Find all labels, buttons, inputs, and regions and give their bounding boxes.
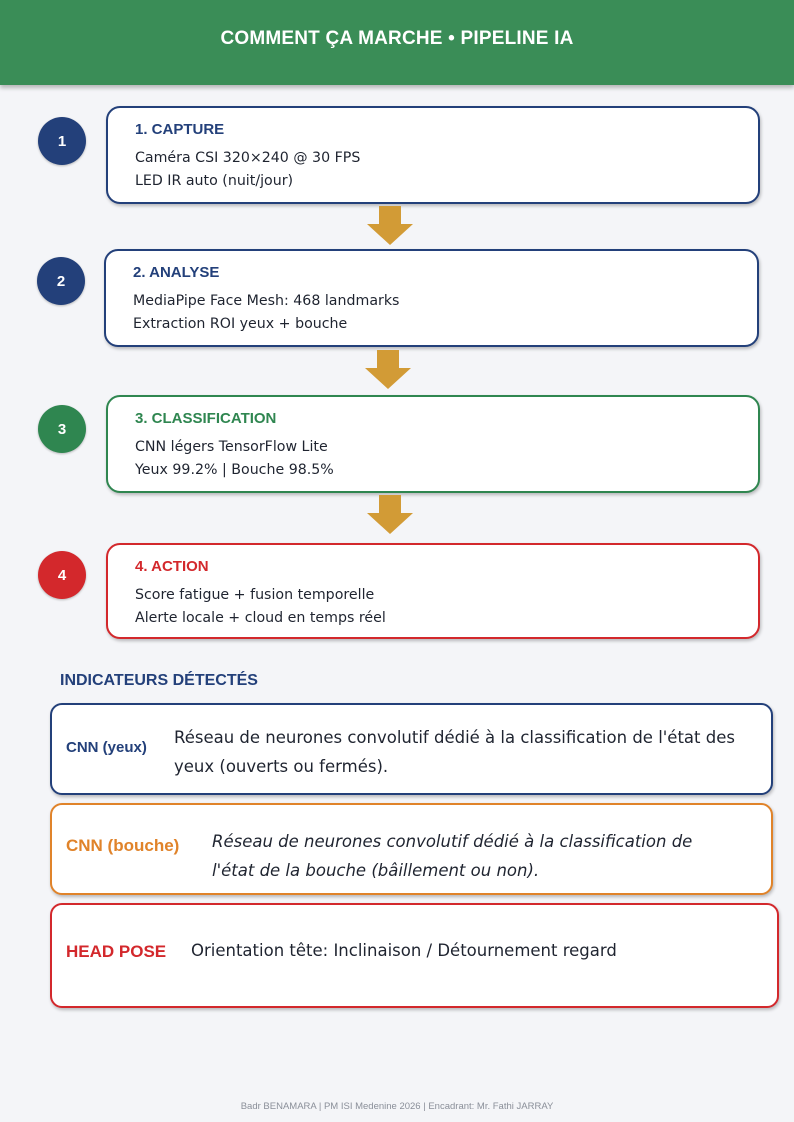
step-4-number-badge: 4: [38, 551, 86, 599]
page-title: COMMENT ÇA MARCHE • PIPELINE IA: [220, 27, 574, 49]
step-2-card: [104, 249, 759, 347]
step-1-card: [106, 106, 760, 204]
indicator-cnn-mouth-description: Réseau de neurones convolutif dédié à la classification de l'état de la bouche (bâillement ou non).: [212, 832, 693, 880]
indicator-cnn-eyes-card: [50, 703, 773, 795]
step-2-title: 2. ANALYSE: [133, 264, 220, 281]
footer-credits: Badr BENAMARA | PM ISI Medenine 2026 | Encadrant: Mr. Fathi JARRAY: [240, 1101, 554, 1112]
step-2-line-1: MediaPipe Face Mesh: 468 landmarks: [133, 293, 400, 309]
step-3-line-2: Yeux 99.2% | Bouche 98.5%: [135, 462, 334, 478]
indicators-section-title: INDICATEURS DÉTECTÉS: [60, 672, 258, 689]
step-3-title: 3. CLASSIFICATION: [135, 410, 277, 427]
down-arrow-icon: [366, 495, 414, 535]
down-arrow-icon: [364, 350, 412, 390]
indicator-head-pose-description: Orientation tête: Inclinaison / Détournement regard: [191, 941, 617, 960]
step-4-title: 4. ACTION: [135, 558, 209, 575]
step-3-line-1: CNN légers TensorFlow Lite: [135, 439, 328, 455]
step-4-card: [106, 543, 760, 639]
step-3-card: [106, 395, 760, 493]
indicator-head-pose-label: HEAD POSE: [66, 942, 167, 961]
step-1-number-badge: 1: [38, 117, 86, 165]
indicator-cnn-mouth-label: CNN (bouche): [66, 836, 180, 855]
indicator-cnn-eyes-description: Réseau de neurones convolutif dédié à la classification de l'état des yeux (ouverts ou fermés).: [174, 728, 735, 776]
indicator-cnn-eyes-label: CNN (yeux): [66, 739, 147, 756]
step-3-number-badge: 3: [38, 405, 86, 453]
step-2-line-2: Extraction ROI yeux + bouche: [133, 316, 348, 332]
step-4-line-1: Score fatigue + fusion temporelle: [135, 587, 375, 603]
step-2-number-badge: 2: [37, 257, 85, 305]
indicator-head-pose-card: [50, 903, 779, 1008]
step-1-line-1: Caméra CSI 320×240 @ 30 FPS: [135, 150, 361, 166]
indicator-cnn-mouth-card: [50, 803, 773, 895]
step-1-title: 1. CAPTURE: [135, 121, 225, 138]
down-arrow-icon: [366, 206, 414, 246]
step-4-line-2: Alerte locale + cloud en temps réel: [135, 610, 386, 626]
header-banner: [0, 0, 794, 85]
step-1-line-2: LED IR auto (nuit/jour): [135, 173, 294, 189]
